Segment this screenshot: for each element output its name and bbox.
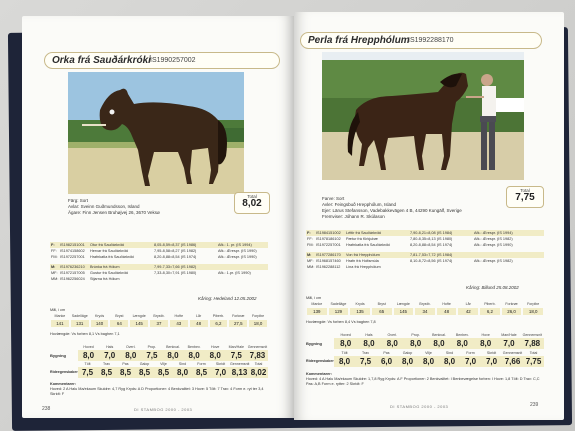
pedigree-id: IS1982151001 <box>60 243 85 247</box>
measure-label: Bryst <box>377 302 386 306</box>
pedigree-relation: FM: <box>307 243 314 247</box>
bygning-label: Prop. <box>411 333 420 337</box>
left-horse-photo <box>68 72 244 194</box>
measure-label: Manke <box>311 302 323 306</box>
measure-value: 135 <box>356 309 364 314</box>
ride-title: Rideegenskaber <box>50 370 78 374</box>
pedigree-id: IS1972257001 <box>316 243 341 247</box>
pedigree-id: IS1962288112 <box>316 265 341 269</box>
measure-value: 18,0 <box>253 321 263 326</box>
pedigree-name: Lína frá Hrepphólum <box>346 265 381 269</box>
pedigree-score: 8,20-8,88=8,54 (IS 1974) <box>154 255 197 259</box>
measure-value: 48 <box>196 321 202 326</box>
ride-score: 8,0 <box>422 357 435 366</box>
measure-value: 6,2 <box>215 321 222 326</box>
left-total-value: 8,02 <box>242 198 262 209</box>
bygning-title: Bygning <box>50 353 66 358</box>
bygning-score: 8,0 <box>209 351 221 360</box>
right-total-label: Total <box>520 188 530 193</box>
bygning-score: 7,5 <box>146 351 158 360</box>
ride-label: Skridt <box>486 351 497 355</box>
ride-label: Trav <box>102 362 111 366</box>
pedigree-note: Afk.: 1. pr. (IS 1994) <box>218 243 252 247</box>
bygning-score: 8,0 <box>167 351 179 360</box>
measure-label: Lår <box>465 302 471 306</box>
pedigree-name: Von frá Hrepphólum <box>346 253 380 257</box>
measure-label: Forknæ <box>232 314 245 318</box>
ride-score: 8,0 <box>401 357 414 366</box>
pedigree-id: IS1972157005 <box>60 271 85 275</box>
bygning-label: Overl. <box>125 345 136 349</box>
right-presenter: Fremviser: Jóhann R. Skúlason <box>322 214 385 219</box>
right-comments: Hoved: 4 A Halu Ma/ekaum Skuldre: 1,7,8 Ryg Kryds: A F Proportioner: 2 Benkvalitet: I Benbevægelse forben: I Hove: 1,8 Tölt: D Trav: C,C Pas: A,B Form e. rytter: 2 Skridt: F <box>306 377 540 386</box>
ride-score: 7,0 <box>214 368 227 377</box>
measure-value: 18,0 <box>528 309 538 314</box>
measure-value: 6,2 <box>486 309 493 314</box>
bygning-title: Bygning <box>306 341 322 346</box>
pedigree-row <box>306 264 544 270</box>
bygning-label: Prop. <box>147 345 157 349</box>
measure-label: Sadelläge <box>330 302 347 306</box>
left-comments: Hoved: 2 A Halu Ma/ekaum Skuldre: 4,7 Ryg Kryds: A D Proportioner: 4 Benkvalitet: 3 Hove: 5 Tölt: 7 Trav: 4 Form e. ryt ter 3,4 Skridt: F <box>50 387 264 396</box>
ride-score: 8,0 <box>443 357 456 366</box>
measure-label: Manke <box>54 314 66 318</box>
pedigree-note: Afk.: Ærespr. (IS 1990) <box>218 249 257 253</box>
measure-label: Kryds <box>94 314 105 318</box>
pedigree-note: Afk.: Ærespr. (IS 1990) <box>218 255 257 259</box>
pedigree-relation: FF: <box>307 237 313 241</box>
right-hoof: Hovlængde: Vs forben 8,4 Vs bagben 7,8 <box>306 320 376 324</box>
pedigree-name: Otur frá Sauðárkróki <box>90 243 125 247</box>
pedigree-id: IS1976236210 <box>60 265 85 269</box>
ride-score: 8,0 <box>176 368 189 377</box>
measure-value: 42 <box>465 309 471 314</box>
measure-value: 65 <box>379 309 385 314</box>
pedigree-score: 7,81-7,53=7,72 (IS 1984) <box>410 253 453 257</box>
bygning-score: 7,0 <box>104 351 116 360</box>
left-horse-id: IS1990257002 <box>150 57 196 64</box>
bygning-label: Hove <box>211 345 220 349</box>
pedigree-relation: MM: <box>51 277 59 281</box>
ride-label: Sind <box>445 351 454 355</box>
bygning-label: Benbev. <box>187 345 201 349</box>
ride-title: Rideegenskaber <box>306 359 334 363</box>
pedigree-name: Pætur frá Kirkjubæ <box>346 237 378 241</box>
measure-value: 43 <box>176 321 182 326</box>
measure-value: 129 <box>334 309 343 314</box>
bygning-label: Man/Hale <box>501 333 517 337</box>
pedigree-score: 8,20-8,88=8,54 (IS 1974) <box>410 243 453 247</box>
pedigree-name: Gustur frá Sauðárkróki <box>90 271 129 275</box>
measure-value: 34 <box>422 309 428 314</box>
right-color: Farve: Sort <box>322 196 345 201</box>
left-total-label: Total <box>247 194 257 199</box>
ride-label: Vilje <box>160 362 167 366</box>
bygning-label: Gennemsnit <box>522 333 543 337</box>
pedigree-note: Afk.: Ærespr. (IS 1990) <box>474 243 513 247</box>
measure-label: Brystb. <box>419 302 431 306</box>
measure-value: 139 <box>313 309 321 314</box>
left-page <box>22 16 294 418</box>
measure-label: Brystb. <box>153 314 165 318</box>
ride-label: Tölt <box>341 351 348 355</box>
pedigree-score: 7,99-7,33=7,66 (IS 1982) <box>154 265 197 269</box>
bygning-score: 7,88 <box>524 339 541 348</box>
measure-label: Bryst <box>115 314 124 318</box>
measure-value: 27,5 <box>233 321 243 326</box>
ride-label: Skridt <box>215 362 226 366</box>
pedigree-note: Afk.: Ærespr. (IS 1982) <box>474 237 513 241</box>
pedigree-id: IS1974158602 <box>60 249 85 253</box>
measure-label: Lår <box>196 314 202 318</box>
ride-score: 8,0 <box>338 357 351 366</box>
bygning-label: Hoved <box>340 333 351 337</box>
pedigree-name: Brúnka frá Hólum <box>90 265 120 269</box>
pedigree-name: Léttir frá Sauðárkróki <box>346 231 382 235</box>
left-color: Färg: Sort <box>68 198 89 203</box>
measure-value: 145 <box>135 321 143 326</box>
pedigree-id: IS1977286170 <box>316 253 341 257</box>
measure-value: 145 <box>399 309 407 314</box>
pedigree-id: IS1962256024 <box>60 277 85 281</box>
pedigree-relation: MF: <box>51 271 58 275</box>
bygning-label: Hals <box>365 333 373 337</box>
right-horse-photo <box>322 52 524 180</box>
bygning-score: 8,0 <box>480 339 492 348</box>
measure-label: Længde <box>396 302 410 306</box>
ride-label: Trav <box>361 351 370 355</box>
ride-label: Pas <box>383 351 390 355</box>
ride-score: 6,0 <box>380 357 393 366</box>
bygning-score: 8,0 <box>188 351 200 360</box>
ride-score: 7,0 <box>464 357 477 366</box>
bygning-label: Man/Hale <box>228 345 245 349</box>
bygning-score: 8,0 <box>456 339 468 348</box>
bygning-label: Hove <box>481 333 490 337</box>
right-footer: DI STAMBOG 2000 - 2003 <box>390 404 449 409</box>
pedigree-relation: MF: <box>307 259 314 263</box>
right-comments-title: Kommentarer: <box>306 372 332 376</box>
measure-value: 140 <box>95 321 104 326</box>
measure-value: 141 <box>56 321 64 326</box>
bygning-score: 8,0 <box>340 339 352 348</box>
pedigree-score: 8,10-8,72=8,56 (IS 1974) <box>410 259 453 263</box>
pedigree-name: Hrafnkatla frá Sauðárkróki <box>346 243 391 247</box>
left-page-number: 238 <box>42 406 51 412</box>
ride-score: 8,02 <box>250 368 267 377</box>
pedigree-score: 7,90-8,21=8,08 (IS 1984) <box>410 231 453 235</box>
ride-score: 7,0 <box>485 357 498 366</box>
pedigree-name: Stjarna frá Hólum <box>90 277 120 281</box>
bygning-score: 8,0 <box>125 351 137 360</box>
measure-label: Sadelläge <box>71 314 88 318</box>
bygning-score: 7,5 <box>230 351 242 360</box>
ride-label: Form <box>466 351 475 355</box>
pedigree-name: Hervar frá Sauðárkróki <box>90 249 129 253</box>
ride-label: Pas <box>122 362 129 366</box>
bygning-label: Hoved <box>83 345 94 349</box>
pedigree-note: Afk.: Ærespr. (IS 1982) <box>474 259 513 263</box>
bygning-score: 8,0 <box>410 339 422 348</box>
right-horse-id: IS1992288170 <box>408 37 454 44</box>
bygning-score: 7,0 <box>503 339 515 348</box>
pedigree-id: IS1972257001 <box>60 255 85 259</box>
pedigree-relation: M: <box>51 265 56 269</box>
ride-score: 8,5 <box>157 368 170 377</box>
bygning-label: Hals <box>106 345 114 349</box>
left-total-box <box>234 192 270 214</box>
left-breeder: Avlar: Sveinn Guðmundsson, Island <box>68 204 140 209</box>
ride-score: 7,66 <box>504 357 521 366</box>
ride-score: 7,5 <box>359 357 372 366</box>
ride-label: Galop <box>139 362 150 366</box>
ride-label: Sind <box>178 362 187 366</box>
right-page-number: 239 <box>530 402 539 408</box>
measure-value: 64 <box>116 321 122 326</box>
ride-score: 8,5 <box>138 368 151 377</box>
ride-score: 7,75 <box>525 357 542 366</box>
bygning-score: 8,0 <box>386 339 398 348</box>
bygning-label: Benbev. <box>455 333 469 337</box>
measure-label: Kryds <box>355 302 365 306</box>
ride-score: 7,5 <box>81 368 94 377</box>
right-total-box <box>506 186 544 208</box>
ride-score: 8,13 <box>231 368 248 377</box>
left-measure-unit: Mål, i cm <box>50 308 66 312</box>
right-owner: Ejer: Lärus Stefansson, Vadebakkevägen 4 B, 44290 Kungälf, Sverige <box>322 208 462 213</box>
right-total-value: 7,75 <box>515 192 535 203</box>
ride-score: 8,5 <box>100 368 113 377</box>
pedigree-relation: F: <box>307 231 311 235</box>
right-karing: Kåring: Billund 25.08.2002 <box>466 285 519 290</box>
measure-value: 37 <box>156 321 162 326</box>
ride-label: Tölt <box>84 362 91 366</box>
right-measure-unit: Mål, i cm <box>306 296 322 300</box>
measure-label: Hofte <box>442 302 451 306</box>
pedigree-score: 7,95-8,58=8,27 (IS 1982) <box>154 249 197 253</box>
bygning-label: Gennemsnit <box>247 345 268 349</box>
right-breeder: Avler: Feingsbuð Hrepphólum, Island <box>322 202 396 207</box>
measure-label: Forpibe <box>251 314 265 318</box>
bygning-label: Benkval. <box>166 345 180 349</box>
bygning-score: 7,83 <box>249 351 266 360</box>
ride-label: Gennemsnit <box>230 362 250 366</box>
pedigree-id: IS1968157460 <box>316 259 341 263</box>
measure-label: Længde <box>132 314 146 318</box>
left-horse-name: Orka frá Sauðárkróki <box>52 55 151 66</box>
pedigree-note: Afk.: Ærespr. (IS 1994) <box>474 231 513 235</box>
pedigree-note: Afk.: 1.pr. (IS 1990) <box>218 271 251 275</box>
pedigree-relation: F: <box>51 243 55 247</box>
measure-label: Hofte <box>174 314 184 318</box>
pedigree-relation: MM: <box>307 265 315 269</box>
pedigree-relation: FF: <box>51 249 57 253</box>
measure-value: 131 <box>76 321 84 326</box>
right-horse-name: Perla frá Hrepphólum <box>308 35 410 46</box>
right-page <box>294 12 564 420</box>
pedigree-relation: FM: <box>51 255 58 259</box>
bygning-score: 8,0 <box>433 339 445 348</box>
left-owner: Ägare: Finn Jensen Bruhøjvej 26, 3670 Veksø <box>68 210 160 215</box>
pedigree-id: IS1984151002 <box>316 231 341 235</box>
pedigree-relation: M: <box>307 253 312 257</box>
bygning-score: 8,0 <box>363 339 375 348</box>
pedigree-score: 7,80-8,35=8,13 (IS 1980) <box>410 237 453 241</box>
bygning-score: 8,0 <box>82 351 95 360</box>
measure-label: Piberb. <box>212 314 225 318</box>
left-hoof: Hovlængde: Vs forben 8,1 Vs baghen 7,1 <box>50 332 120 336</box>
ride-score: 8,5 <box>195 368 208 377</box>
measure-label: Forknæ <box>505 302 518 306</box>
pedigree-name: Hrafn frá Holtsmúla <box>346 259 379 263</box>
ride-label: Total <box>254 362 263 366</box>
ride-score: 8,5 <box>119 368 132 377</box>
left-footer: DI STAMBOG 2000 - 2003 <box>134 407 193 412</box>
pedigree-name: Hrafnkatla frá Sauðárkróki <box>90 255 135 259</box>
bygning-label: Benkval. <box>432 333 446 337</box>
ride-label: Vilje <box>425 351 432 355</box>
bygning-label: Overl. <box>387 333 398 337</box>
pedigree-score: 7,33-8,30=7,91 (IS 1980) <box>154 271 197 275</box>
measure-label: Forpibe <box>527 302 540 306</box>
measure-value: 26,0 <box>507 309 516 314</box>
ride-label: Total <box>529 351 538 355</box>
ride-label: Gennemsnit <box>502 351 523 355</box>
pedigree-id: IS1978186102 <box>316 237 341 241</box>
pedigree-score: 8,05-8,59=8,37 (IS 1986) <box>154 243 197 247</box>
left-karing: Kåring: Hedeland 12.05.2002 <box>198 296 257 301</box>
ride-label: Form <box>197 362 206 366</box>
left-comments-title: Kommentarer: <box>50 382 76 386</box>
measure-value: 48 <box>444 309 450 314</box>
ride-label: Galop <box>402 351 413 355</box>
measure-label: Piberb. <box>484 302 496 306</box>
